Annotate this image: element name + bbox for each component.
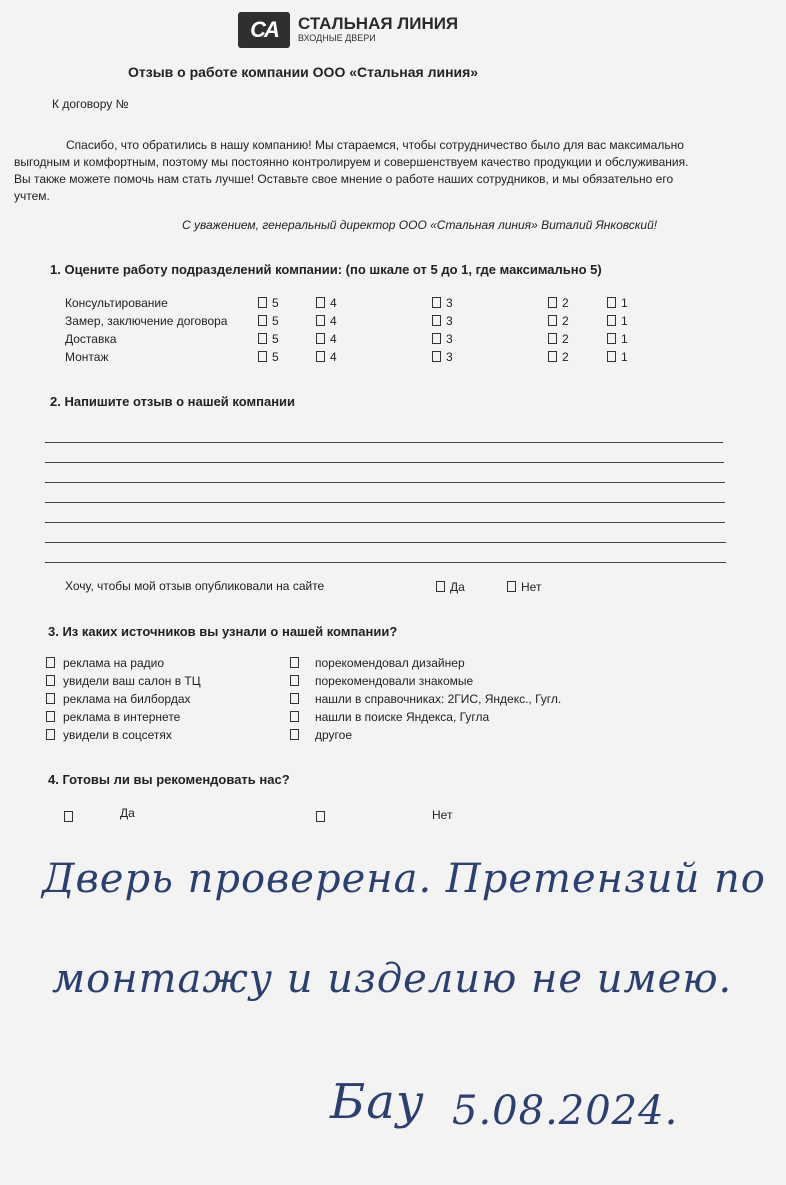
rating-score-label: 3 [446,296,453,310]
checkbox[interactable] [436,581,445,592]
rating-option[interactable] [258,314,279,328]
publish-no-option[interactable]: Нет [507,580,541,594]
source-option-label: реклама на радио [63,656,165,670]
rating-option[interactable] [316,296,337,310]
checkbox[interactable] [258,297,267,308]
source-option-label: увидели в соцсетях [63,728,172,742]
rating-score-label: 3 [446,350,453,364]
checkbox[interactable] [607,315,616,326]
checkbox[interactable] [258,315,267,326]
source-option[interactable] [290,728,352,742]
rating-score-label: 2 [562,296,569,310]
checkbox[interactable] [46,711,55,722]
recommend-no-label: Нет [432,808,453,822]
recommend-no-checkbox[interactable] [316,808,330,826]
rating-score-label: 2 [562,314,569,328]
source-option[interactable] [46,710,180,724]
rating-option[interactable] [316,314,337,328]
q1-heading: 1. Оцените работу подразделений компании: (по шкале от 5 до 1, где максимально 5) [50,262,602,277]
source-option[interactable] [46,692,191,706]
rating-option[interactable] [548,332,569,346]
checkbox[interactable] [290,729,299,740]
rating-score-label: 1 [621,314,628,328]
rating-score-label: 2 [562,350,569,364]
q4-heading: 4. Готовы ли вы рекомендовать нас? [48,772,290,787]
checkbox[interactable] [46,657,55,668]
publish-yes-option[interactable]: Да [436,580,465,594]
checkbox[interactable] [432,351,441,362]
source-option[interactable] [290,692,561,706]
review-line[interactable] [45,502,725,503]
review-line[interactable] [45,482,725,483]
handwritten-date: 5.08.2024. [452,1088,679,1134]
rating-option[interactable] [607,332,628,346]
checkbox[interactable] [607,333,616,344]
checkbox[interactable] [607,297,616,308]
source-option-label: реклама на билбордах [63,692,191,706]
source-option[interactable] [290,656,465,670]
checkbox[interactable] [290,711,299,722]
rating-score-label: 1 [621,332,628,346]
checkbox[interactable] [548,315,557,326]
source-option[interactable] [46,728,172,742]
rating-option[interactable] [432,296,453,310]
rating-row-label: Замер, заключение договора [65,314,228,328]
checkbox[interactable] [607,351,616,362]
rating-score-label: 1 [621,350,628,364]
rating-score-label: 5 [272,296,279,310]
company-logo-mark: CA [238,12,290,48]
rating-option[interactable] [432,332,453,346]
rating-score-label: 4 [330,350,337,364]
checkbox[interactable] [432,297,441,308]
source-option[interactable] [290,674,473,688]
rating-option[interactable] [607,314,628,328]
rating-score-label: 4 [330,296,337,310]
intro-line-2: выгодным и комфортным, поэтому мы постоянно контролируем и совершенствуем качество продукции и обслуживания. [14,155,689,169]
intro-line-1: Спасибо, что обратились в нашу компанию! Мы стараемся, чтобы сотрудничество было для вас максимально [66,138,684,152]
rating-option[interactable] [258,332,279,346]
q2-heading: 2. Напишите отзыв о нашей компании [50,394,296,409]
checkbox[interactable] [290,693,299,704]
rating-option[interactable] [607,296,628,310]
q3-heading: 3. Из каких источников вы узнали о нашей компании? [48,624,398,639]
publish-label: Хочу, чтобы мой отзыв опубликовали на сайте [65,579,325,593]
contract-label: К договору № [52,97,129,111]
rating-option[interactable] [432,350,453,364]
rating-score-label: 5 [272,314,279,328]
intro-line-4: учтем. [14,189,50,203]
company-logo-name: СТАЛЬНАЯ ЛИНИЯ [298,14,459,33]
page-title: Отзыв о работе компании ООО «Стальная линия» [128,64,479,80]
rating-option[interactable] [258,350,279,364]
review-line[interactable] [45,562,726,563]
rating-score-label: 5 [272,332,279,346]
checkbox[interactable] [46,693,55,704]
source-option-label: порекомендовал дизайнер [315,656,465,670]
checkbox[interactable] [432,315,441,326]
source-option-label: порекомендовали знакомые [315,674,474,688]
source-option-label: реклама в интернете [63,710,181,724]
checkbox[interactable] [46,729,55,740]
rating-option[interactable] [548,314,569,328]
rating-row-label: Монтаж [65,350,109,364]
checkbox[interactable] [290,675,299,686]
rating-score-label: 4 [330,332,337,346]
source-option[interactable] [46,656,164,670]
rating-score-label: 4 [330,314,337,328]
checkbox[interactable] [548,351,557,362]
checkbox[interactable] [316,351,325,362]
rating-option[interactable] [316,350,337,364]
rating-option[interactable] [258,296,279,310]
source-option[interactable] [46,674,201,688]
director-signature-line: С уважением, генеральный директор ООО «Стальная линия» Виталий Янковский! [182,218,658,232]
review-line[interactable] [45,522,725,523]
handwritten-signature: Бау [330,1074,425,1130]
source-option-label: нашли в поиске Яндекса, Гугла [315,710,490,724]
intro-line-3: Вы также можете помочь нам стать лучше! Оставьте свое мнение о работе наших сотрудников, и мы обязательно его [14,172,674,186]
checkbox[interactable] [316,315,325,326]
rating-option[interactable] [548,350,569,364]
handwritten-note-line-2: монтажу и изделию не имею. [52,956,733,1002]
rating-row-label: Консультирование [65,296,168,310]
checkbox[interactable] [316,333,325,344]
rating-option[interactable] [316,332,337,346]
checkbox[interactable] [507,581,516,592]
source-option-label: нашли в справочниках: 2ГИС, Яндекс., Гугл. [315,692,562,706]
rating-score-label: 3 [446,314,453,328]
checkbox[interactable] [258,333,267,344]
rating-score-label: 1 [621,296,628,310]
checkbox[interactable] [432,333,441,344]
review-line[interactable] [45,442,723,443]
rating-option[interactable] [607,350,628,364]
company-logo-subtitle: ВХОДНЫЕ ДВЕРИ [298,33,376,43]
checkbox[interactable] [548,333,557,344]
review-line[interactable] [45,542,726,543]
source-option[interactable] [290,710,489,724]
checkbox[interactable] [548,297,557,308]
rating-score-label: 3 [446,332,453,346]
rating-score-label: 5 [272,350,279,364]
source-option-label: увидели ваш салон в ТЦ [63,674,201,688]
checkbox[interactable] [258,351,267,362]
rating-option[interactable] [548,296,569,310]
rating-option[interactable] [432,314,453,328]
checkbox[interactable] [316,297,325,308]
handwritten-note-line-1: Дверь проверена. Претензий по [42,856,766,902]
checkbox[interactable] [46,675,55,686]
source-option-label: другое [315,728,353,742]
checkbox[interactable] [290,657,299,668]
rating-row-label: Доставка [65,332,117,346]
review-line[interactable] [45,462,724,463]
recommend-yes-checkbox[interactable] [64,808,78,826]
recommend-yes-label: Да [120,806,135,820]
rating-score-label: 2 [562,332,569,346]
